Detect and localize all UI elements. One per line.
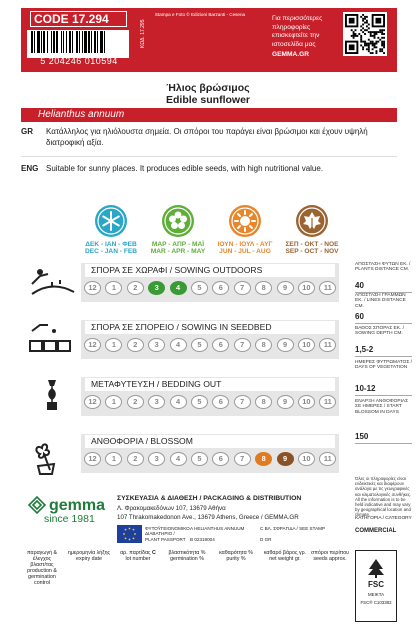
flower-icon: [162, 205, 194, 237]
spec-value-lines-distance: 60: [355, 312, 412, 324]
label-production-gr2: βλαστ/τας: [30, 562, 54, 568]
activity-title: ΣΠΟΡΑ ΣΕ ΧΩΡΑΦΙ / SOWING OUTDOORS: [85, 264, 335, 277]
desc-lang-gr: GR: [21, 127, 33, 136]
label-production: [21, 550, 63, 586]
month-1: 1: [105, 452, 122, 466]
month-2: 2: [127, 338, 144, 352]
label-lot-en: lot number: [125, 556, 151, 562]
label-production-gr: παραγωγή & έλεγχος: [26, 550, 58, 562]
month-10: 10: [298, 281, 315, 295]
desc-text-en: Suitable for sunny places. It produces edible seeds, with high nutritional value.: [46, 164, 324, 173]
fsc-badge: [355, 550, 397, 622]
label-expiry: [66, 550, 112, 562]
month-strip: [84, 452, 341, 466]
month-10: 10: [298, 338, 315, 352]
season-winter-en: DEC - JAN - FEB: [84, 248, 138, 255]
spec-value-start-blossom: 150: [355, 432, 412, 444]
month-3: 3: [148, 452, 165, 466]
eu-flag-icon: [117, 525, 142, 543]
label-net-weight-gr: καθαρό βάρος γρ.: [263, 550, 307, 556]
month-9: 9: [277, 395, 294, 409]
passport-c: C ΒΛ. ΣΦΡΑΓΙΔΑ / SEE STAMP: [260, 526, 326, 531]
month-12: 12: [84, 338, 101, 352]
month-5: 5: [191, 452, 208, 466]
month-5: 5: [191, 395, 208, 409]
activity-title: ΜΕΤΑΦΥΤΕΥΣΗ / BEDDING OUT: [85, 378, 335, 391]
month-8: 8: [255, 395, 272, 409]
activity-row-sowing-outdoors: [81, 263, 339, 302]
month-4: 4: [170, 338, 187, 352]
label-germination-en: germination %: [170, 556, 204, 562]
month-11: 11: [319, 395, 336, 409]
season-spring-en: MAR - APR - MAY: [150, 248, 206, 255]
label-germination-gr: βλαστικότητα %: [168, 550, 206, 556]
barcode: [27, 30, 129, 58]
season-winter-gr: ΔΕΚ - ΙΑΝ - ΦΕΒ: [85, 241, 137, 248]
label-germination: [164, 550, 210, 562]
bedding-out-icon: [26, 376, 78, 412]
activity-row-seedbed: [81, 320, 339, 359]
fsc-name: FSC: [368, 580, 384, 589]
month-10: 10: [298, 452, 315, 466]
passport-a: A HELIANTHUS ANNUUM: [190, 526, 245, 531]
month-2: 2: [127, 452, 144, 466]
month-8: 8: [255, 452, 272, 466]
activity-row-blossom: [81, 434, 339, 473]
season-spring-gr: ΜΑΡ - ΑΠΡ - ΜΑΪ: [151, 241, 205, 248]
month-7: 7: [234, 452, 251, 466]
vertical-code: ΚΩΔ. 17.295: [140, 19, 146, 48]
blossom-icon: [26, 440, 78, 476]
activity-row-bedding-out: [81, 377, 339, 416]
spec-label-days-vegetation: ΗΜΕΡΕΣ ΦΥΤΡΩΜΑΤΟΣ / DAYS OF VEGETATION: [355, 360, 412, 371]
sowing-outdoors-icon: [26, 262, 78, 298]
month-3: 3: [148, 395, 165, 409]
month-11: 11: [319, 281, 336, 295]
label-production-en: production & germination control: [27, 568, 57, 586]
label-seeds-en: seeds approx.: [313, 556, 347, 562]
spec-value-plants-distance: 40: [355, 281, 412, 293]
label-lot: [115, 550, 161, 562]
month-1: 1: [105, 338, 122, 352]
snowflake-icon: [95, 205, 127, 237]
category-label: ΚΑΤΗΓΟΡΙΑ / CATEGORY: [355, 516, 412, 521]
month-3: 3: [148, 281, 165, 295]
gemma-brand-text: gemma: [49, 497, 106, 514]
spec-label-start-blossom: ΕΝΑΡΞΗ ΑΝΘΟΦΟΡΙΑΣ ΣΕ ΗΜΕΡΕΣ / START BLOSSOM IN DAYS: [355, 399, 409, 415]
month-strip: [84, 395, 341, 409]
month-6: 6: [212, 338, 229, 352]
plant-passport: [145, 526, 190, 542]
desc-lang-en: ENG: [21, 164, 39, 173]
month-5: 5: [191, 338, 208, 352]
month-strip: [84, 281, 341, 295]
month-8: 8: [255, 281, 272, 295]
disclaimer-note: Όλες οι πληροφορίες είναι ενδεικτικές και διαφέρουν ανάλογα με τις γεωγραφικές και κλιματολογικές συνθήκες. All the information is to be held indicative and may vary by geographical location and climate.: [355, 476, 412, 518]
spec-label-plants-distance: ΑΠΟΣΤΑΣΗ ΦΥΤΩΝ ΕΚ. / PLANTS DISTANCE CM.: [355, 262, 411, 273]
desc-text-gr: Κατάλληλος για ηλιόλουστα σημεία. Οι σπόροι του παράγει είναι βρώσιμοι και έχουν υψηλή διατροφική αξία.: [46, 127, 368, 147]
month-7: 7: [234, 338, 251, 352]
month-9: 9: [277, 338, 294, 352]
label-purity-en: purity %: [226, 556, 246, 562]
month-strip: [84, 338, 341, 352]
month-2: 2: [127, 281, 144, 295]
divider: [21, 156, 397, 157]
header-url[interactable]: GEMMA.GR: [272, 51, 309, 58]
label-seeds: [307, 550, 353, 562]
label-net-weight: [262, 550, 308, 562]
title-greek: Ήλιος βρώσιμος: [166, 82, 250, 94]
spec-label-sowing-depth: ΒΑΘΟΣ ΣΠΟΡΑΣ ΕΚ. / SOWING DEPTH CM.: [355, 326, 404, 337]
passport-d: D GR: [260, 537, 272, 542]
label-lot-letter: C: [152, 550, 156, 556]
passport-title-en: PLANT PASSPORT: [145, 536, 186, 542]
fsc-code: FSC® C103382: [360, 600, 392, 605]
month-9: 9: [277, 452, 294, 466]
sun-icon: [229, 205, 261, 237]
spec-label-lines-distance: ΑΠΟΣΤΑΣΗ ΓΡΑΜΜΩΝ ΕΚ. / LINES DISTANCE CM.: [355, 293, 406, 309]
fsc-mix: ΜΕΙΚΤΑ: [367, 592, 385, 597]
label-lot-gr: αρ. παρτίδας: [120, 550, 151, 556]
month-1: 1: [105, 395, 122, 409]
header-info-text: Για περισσότερες πληροφορίες επισκεφτείτε την ιστοσελίδα μας: [272, 15, 323, 48]
month-12: 12: [84, 281, 101, 295]
month-4: 4: [170, 452, 187, 466]
month-9: 9: [277, 281, 294, 295]
month-12: 12: [84, 452, 101, 466]
month-11: 11: [319, 338, 336, 352]
month-4: 4: [170, 395, 187, 409]
month-6: 6: [212, 395, 229, 409]
month-5: 5: [191, 281, 208, 295]
month-12: 12: [84, 395, 101, 409]
activity-title: ΣΠΟΡΑ ΣΕ ΣΠΟΡΕΙΟ / SOWING IN SEEDBED: [85, 321, 335, 334]
label-purity-gr: καθαρότητα %: [219, 550, 253, 556]
title-english: Edible sunflower: [165, 94, 250, 106]
spec-value-sowing-depth: 1,5-2: [355, 345, 412, 357]
season-autumn-en: SEP - OCT - NOV: [285, 248, 339, 255]
leaf-icon: [296, 205, 328, 237]
month-7: 7: [234, 281, 251, 295]
month-7: 7: [234, 395, 251, 409]
month-6: 6: [212, 281, 229, 295]
packaging-title: ΣΥΣΚΕΥΑΣΙΑ & ΔΙΑΘΕΣΗ / PACKAGING & DISTRIBUTION: [117, 495, 302, 502]
spec-value-days-vegetation: 10-12: [355, 384, 412, 396]
gemma-since: since 1981: [44, 513, 95, 525]
month-4: 4: [170, 281, 187, 295]
packaging-address-en: 107 Thrakomakedonon Ave., 13679 Athens, Greece / GEMMA.GR: [117, 514, 299, 521]
latin-name: Helianthus annuum: [21, 108, 397, 122]
category-value: COMMERCIAL: [355, 528, 397, 534]
barcode-digits: 5 204246 010594: [40, 56, 118, 66]
fsc-tree-icon: [356, 557, 396, 580]
product-code: CODE 17.294: [30, 11, 127, 27]
qr-code-icon[interactable]: [343, 12, 387, 56]
passport-b: B 02319004: [190, 537, 215, 542]
passport-title-gr: ΦΥΤΟΫΓΕΙΟΝΟΜΙΚΟ ΔΙΑΒΑΤΗΡΙΟ /: [145, 526, 190, 537]
month-10: 10: [298, 395, 315, 409]
month-3: 3: [148, 338, 165, 352]
gemma-logo: [27, 494, 115, 514]
month-2: 2: [127, 395, 144, 409]
season-summer-en: JUN - JUL - AUG: [219, 248, 271, 255]
label-expiry-en: expiry date: [76, 556, 102, 562]
label-purity: [213, 550, 259, 562]
label-seeds-gr: σπόροι περίπου: [310, 550, 350, 556]
seedbed-icon: [26, 319, 78, 355]
print-credit: Stampa e Foto © Edizioni Barzanti - Cesena: [154, 12, 246, 17]
activity-title: ΑΝΘΟΦΟΡΙΑ / BLOSSOM: [85, 435, 335, 448]
month-6: 6: [212, 452, 229, 466]
month-11: 11: [319, 452, 336, 466]
season-summer-gr: ΙΟΥΝ - ΙΟΥΛ - ΑΥΓ: [217, 241, 273, 248]
month-1: 1: [105, 281, 122, 295]
packaging-address-gr: Λ. Φρακομακεδόνων 107, 13679 Αθήνα: [117, 505, 226, 512]
season-autumn-gr: ΣΕΠ - ΟΚΤ - ΝΟΕ: [285, 241, 339, 248]
label-expiry-gr: ημερομηνία λήξης: [67, 550, 111, 556]
season-autumn-label: [272, 241, 352, 255]
label-net-weight-en: net weight gr.: [269, 556, 301, 562]
month-8: 8: [255, 338, 272, 352]
